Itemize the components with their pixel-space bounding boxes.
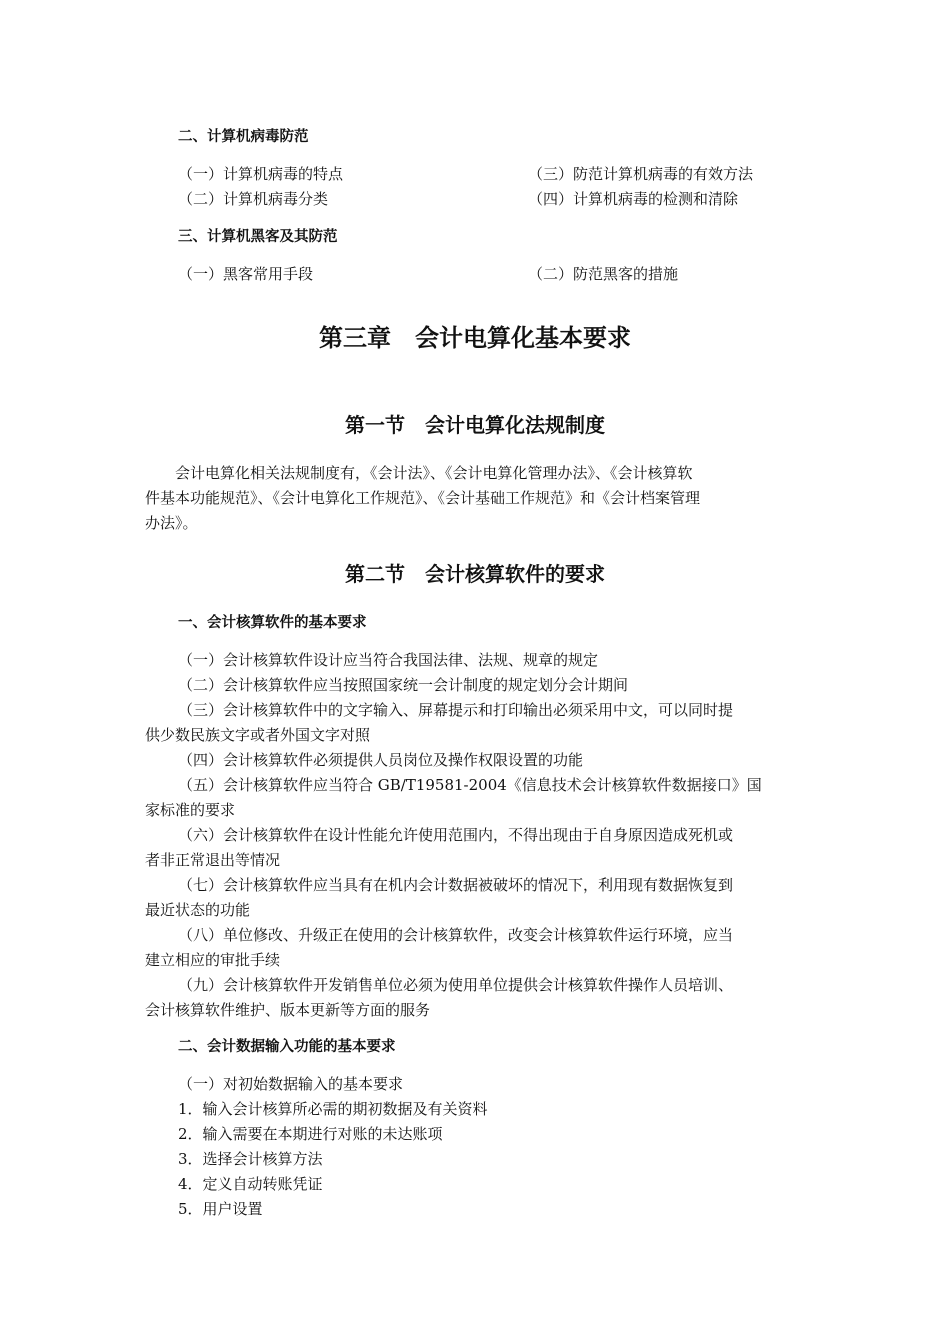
list-item: （一）对初始数据输入的基本要求: [178, 1075, 404, 1093]
list-item-continuation: 建立相应的审批手续: [145, 951, 281, 969]
list-item: （一）会计核算软件设计应当符合我国法律、法规、规章的规定: [178, 651, 599, 669]
list-item-continuation: 最近状态的功能: [145, 901, 251, 919]
list-item: （五）会计核算软件应当符合 GB/T19581-2004《信息技术会计核算软件数据接口》国: [178, 776, 762, 794]
list-item-continuation: 者非正常退出等情况: [145, 851, 281, 869]
list-item: （三）会计核算软件中的文字输入、屏幕提示和打印输出必须采用中文，可以同时提: [178, 701, 734, 719]
list-item-hacker-means: （一）黑客常用手段: [178, 265, 314, 283]
list-item: 3．选择会计核算方法: [178, 1150, 323, 1168]
list-item-hacker-measures: （二）防范黑客的措施: [528, 265, 679, 283]
heading-hacker-prevention: 三、计算机黑客及其防范: [178, 229, 338, 245]
section-title-software-requirements: 第二节 会计核算软件的要求: [345, 562, 605, 586]
list-item: 5．用户设置: [178, 1200, 263, 1218]
list-item: （七）会计核算软件应当具有在机内会计数据被破坏的情况下，利用现有数据恢复到: [178, 876, 734, 894]
paragraph-line: 件基本功能规范》、《会计电算化工作规范》、《会计基础工作规范》和《会计档案管理: [145, 489, 701, 507]
list-item-virus-features: （一）计算机病毒的特点: [178, 165, 344, 183]
list-item: （八）单位修改、升级正在使用的会计核算软件，改变会计核算软件运行环境，应当: [178, 926, 734, 944]
list-item-continuation: 供少数民族文字或者外国文字对照: [145, 726, 371, 744]
list-item-virus-methods: （三）防范计算机病毒的有效方法: [528, 165, 754, 183]
list-item: 2．输入需要在本期进行对账的未达账项: [178, 1125, 443, 1143]
list-item-continuation: 会计核算软件维护、版本更新等方面的服务: [145, 1001, 431, 1019]
list-item: （四）会计核算软件必须提供人员岗位及操作权限设置的功能: [178, 751, 584, 769]
section-title-regulations: 第一节 会计电算化法规制度: [345, 413, 605, 437]
list-item-virus-classification: （二）计算机病毒分类: [178, 190, 329, 208]
list-item: （二）会计核算软件应当按照国家统一会计制度的规定划分会计期间: [178, 676, 629, 694]
paragraph-line: 办法》。: [145, 514, 198, 532]
list-item: 1．输入会计核算所必需的期初数据及有关资料: [178, 1100, 488, 1118]
chapter-title: 第三章 会计电算化基本要求: [319, 324, 631, 352]
heading-data-input: 二、会计数据输入功能的基本要求: [178, 1039, 396, 1055]
list-item: （九）会计核算软件开发销售单位必须为使用单位提供会计核算软件操作人员培训、: [178, 976, 734, 994]
heading-virus-prevention: 二、计算机病毒防范: [178, 129, 309, 145]
list-item: 4．定义自动转账凭证: [178, 1175, 323, 1193]
list-item-virus-detection: （四）计算机病毒的检测和清除: [528, 190, 739, 208]
heading-software-basic: 一、会计核算软件的基本要求: [178, 615, 367, 631]
paragraph-line: 会计电算化相关法规制度有，《会计法》、《会计电算化管理办法》、《会计核算软: [145, 464, 693, 482]
list-item-continuation: 家标准的要求: [145, 801, 236, 819]
list-item: （六）会计核算软件在设计性能允许使用范围内，不得出现由于自身原因造成死机或: [178, 826, 734, 844]
